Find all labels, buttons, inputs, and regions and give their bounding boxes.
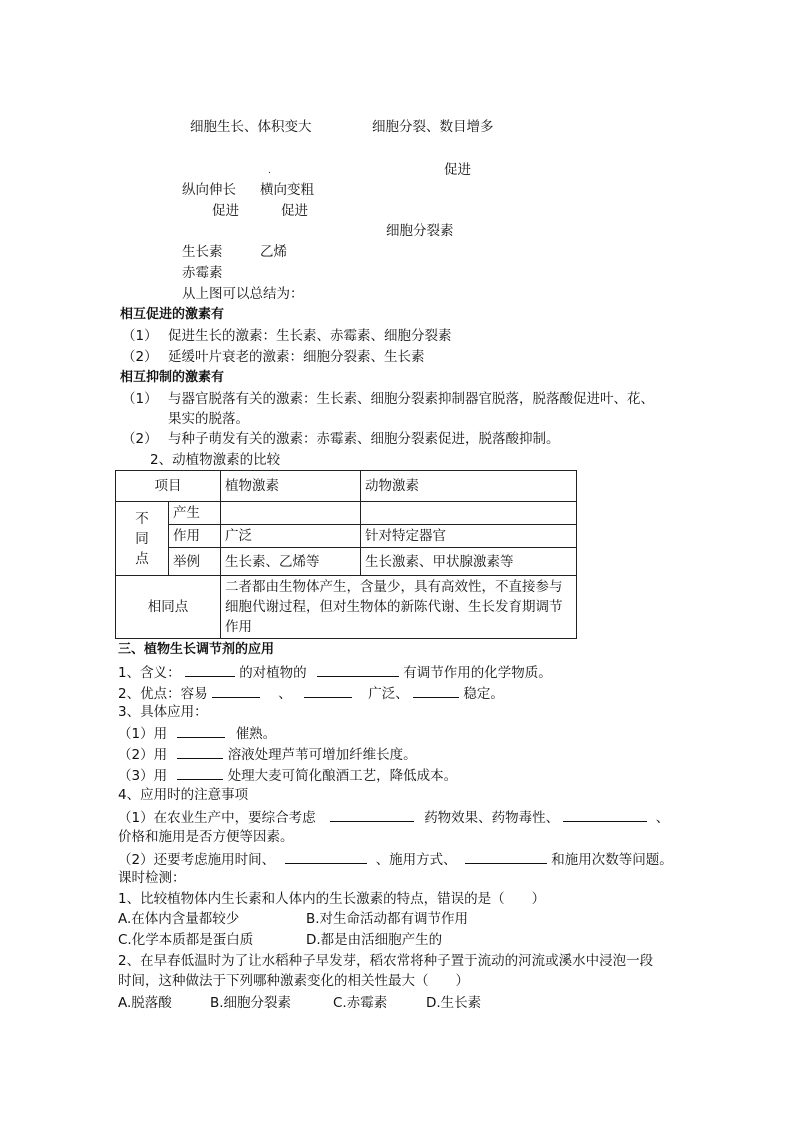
note2-part-a: （2）还要考虑施用时间、: [118, 852, 276, 868]
def-blank-2: [317, 662, 399, 677]
note1-blank-1: [330, 807, 414, 822]
q2-option-b: B.细胞分裂素: [210, 995, 292, 1011]
app2-part-b: 溶液处理芦苇可增加纤维长度。: [227, 747, 417, 763]
table-row-label: 产生: [169, 502, 221, 525]
table-cell-animal: [361, 502, 577, 525]
adv-part-a: 2、优点：容易: [118, 686, 208, 702]
same-text-line1: 二者都由生物体产生，含量少，具有高效性，不直接参与: [225, 579, 563, 595]
cell-growth-label: 细胞生长、体积变大: [190, 119, 312, 135]
table-cell-animal: 生长激素、甲状腺激素等: [361, 548, 577, 576]
app2-part-a: （2）用: [118, 747, 168, 763]
table-header-item: 项目: [116, 471, 221, 502]
diff-char-3: 点: [135, 550, 149, 567]
app-line-2: [118, 744, 417, 764]
transverse-label: 横向变粗: [260, 182, 314, 198]
adv-blank-3: [413, 683, 459, 698]
promote-mid-label: 促进: [281, 203, 308, 219]
note-2-line: [118, 849, 673, 869]
app3-part-b: 处理大麦可简化酿酒工艺，降低成本。: [227, 768, 458, 784]
note2-blank-1: [285, 849, 367, 864]
cytokinin-label: 细胞分裂素: [386, 223, 454, 239]
note1-blank-2: [563, 807, 647, 822]
table-header-plant: 植物激素: [221, 471, 361, 502]
promote-item-1: 促进生长的激素：生长素、赤霉素、细胞分裂素: [168, 328, 452, 344]
def-blank-1: [185, 662, 235, 677]
table-row-label: 作用: [169, 525, 221, 548]
cell-division-label: 细胞分裂、数目增多: [372, 119, 494, 135]
q2-option-c: C.赤霉素: [333, 995, 388, 1011]
promote-item-2-num: （2）: [122, 349, 158, 365]
definition-line: [118, 662, 552, 682]
table-same-text: [221, 576, 577, 639]
question-2-line2: 时间，这种做法于下列哪种激素变化的相关性最大（ ）: [118, 973, 469, 989]
note-1-line2: 价格和施用是否方便等因素。: [118, 829, 294, 845]
same-text-line2: 细胞代谢过程，但对生物体的新陈代谢、生长发育期调节: [225, 599, 563, 615]
app-line-1: [118, 723, 276, 743]
adv-blank-1: [212, 683, 260, 698]
gibberellin-label: 赤霉素: [182, 265, 223, 281]
table-row-label: 举例: [169, 548, 221, 576]
table-cell-plant: 生长素、乙烯等: [221, 548, 361, 576]
question-1: 1、比较植物体内生长素和人体内的生长激素的特点，错误的是（ ）: [118, 891, 546, 907]
notes-heading: 4、应用时的注意事项: [118, 787, 249, 803]
table-cell-plant: 广泛: [221, 525, 361, 548]
app3-part-a: （3）用: [118, 768, 168, 784]
table-cell-animal: 针对特定器官: [361, 525, 577, 548]
mutual-promote-heading: 相互促进的激素有: [120, 307, 225, 322]
app1-part-a: （1）用: [118, 726, 168, 742]
table-cell-plant: [221, 502, 361, 525]
adv-part-b: 、: [278, 686, 292, 702]
inhibit-item-2-num: （2）: [122, 431, 158, 447]
promote-item-1-num: （1）: [122, 328, 158, 344]
note1-part-c: 、: [655, 810, 670, 826]
q1-option-a: A.在体内含量都较少: [118, 911, 240, 927]
advantage-line: [118, 683, 504, 703]
summary-text: 从上图可以总结为：: [182, 286, 304, 302]
app1-part-b: 催熟。: [235, 726, 277, 742]
longitudinal-label: 纵向伸长: [182, 182, 236, 198]
ethylene-label: 乙烯: [260, 244, 287, 260]
note1-part-a: （1）在农业生产中，要综合考虑: [118, 810, 316, 826]
app2-blank: [177, 744, 223, 759]
section3-heading: 三、植物生长调节剂的应用: [118, 642, 275, 657]
inhibit-item-1-num: （1）: [122, 391, 158, 407]
diagram-dot: .: [268, 166, 271, 176]
inhibit-item-1-line1: 与器官脱落有关的激素：生长素、细胞分裂素抑制器官脱落，脱落酸促进叶、花、: [168, 391, 654, 407]
def-part-b: 的对植物的: [239, 665, 307, 681]
note-1-line1: [118, 807, 669, 827]
adv-blank-2: [304, 683, 352, 698]
note2-part-c: 和施用次数等问题。: [551, 852, 673, 868]
def-part-a: 1、含义：: [118, 665, 181, 681]
auxin-label: 生长素: [182, 244, 223, 260]
q1-option-c: C.化学本质都是蛋白质: [118, 932, 254, 948]
def-part-c: 有调节作用的化学物质。: [403, 665, 552, 681]
question-2-line1: 2、在早春低温时为了让水稻种子早发芽，稻农常将种子置于流动的河流或溪水中浸泡一段: [118, 953, 654, 969]
app-line-3: [118, 765, 457, 785]
promote-item-2: 延缓叶片衰老的激素：细胞分裂素、生长素: [168, 349, 425, 365]
note2-blank-2: [465, 849, 547, 864]
table-header-animal: 动物激素: [361, 471, 577, 502]
apps-heading: 3、具体应用：: [118, 704, 208, 720]
q1-option-d: D.都是由活细胞产生的: [306, 932, 443, 948]
diff-char-2: 同: [135, 530, 149, 547]
inhibit-item-1-line2: 果实的脱落。: [168, 411, 249, 427]
q1-option-b: B.对生命活动都有调节作用: [306, 911, 469, 927]
mutual-inhibit-heading: 相互抑制的激素有: [120, 370, 225, 385]
app3-blank: [177, 765, 223, 780]
promote-left-label: 促进: [212, 203, 239, 219]
inhibit-item-2: 与种子萌发有关的激素：赤霉素、细胞分裂素促进，脱落酸抑制。: [168, 431, 560, 447]
adv-part-d: 稳定。: [463, 686, 504, 702]
table-diff-label: [116, 502, 169, 576]
same-text-line3: 作用: [225, 619, 252, 635]
q2-option-d: D.生长素: [426, 995, 482, 1011]
section2-heading: 2、动植物激素的比较: [150, 452, 281, 468]
adv-part-c: 广泛、: [368, 686, 409, 702]
diff-char-1: 不: [135, 510, 149, 527]
q2-option-a: A.脱落酸: [118, 995, 172, 1011]
table-same-label: 相同点: [116, 576, 221, 639]
note2-part-b: 、施用方式、: [375, 852, 457, 868]
app1-blank: [177, 723, 225, 738]
note1-part-b: 药物效果、药物毒性、: [424, 810, 560, 826]
promote-top-label: 促进: [444, 162, 471, 178]
hormone-comparison-table: [115, 470, 577, 639]
quiz-heading: 课时检测：: [118, 870, 186, 886]
